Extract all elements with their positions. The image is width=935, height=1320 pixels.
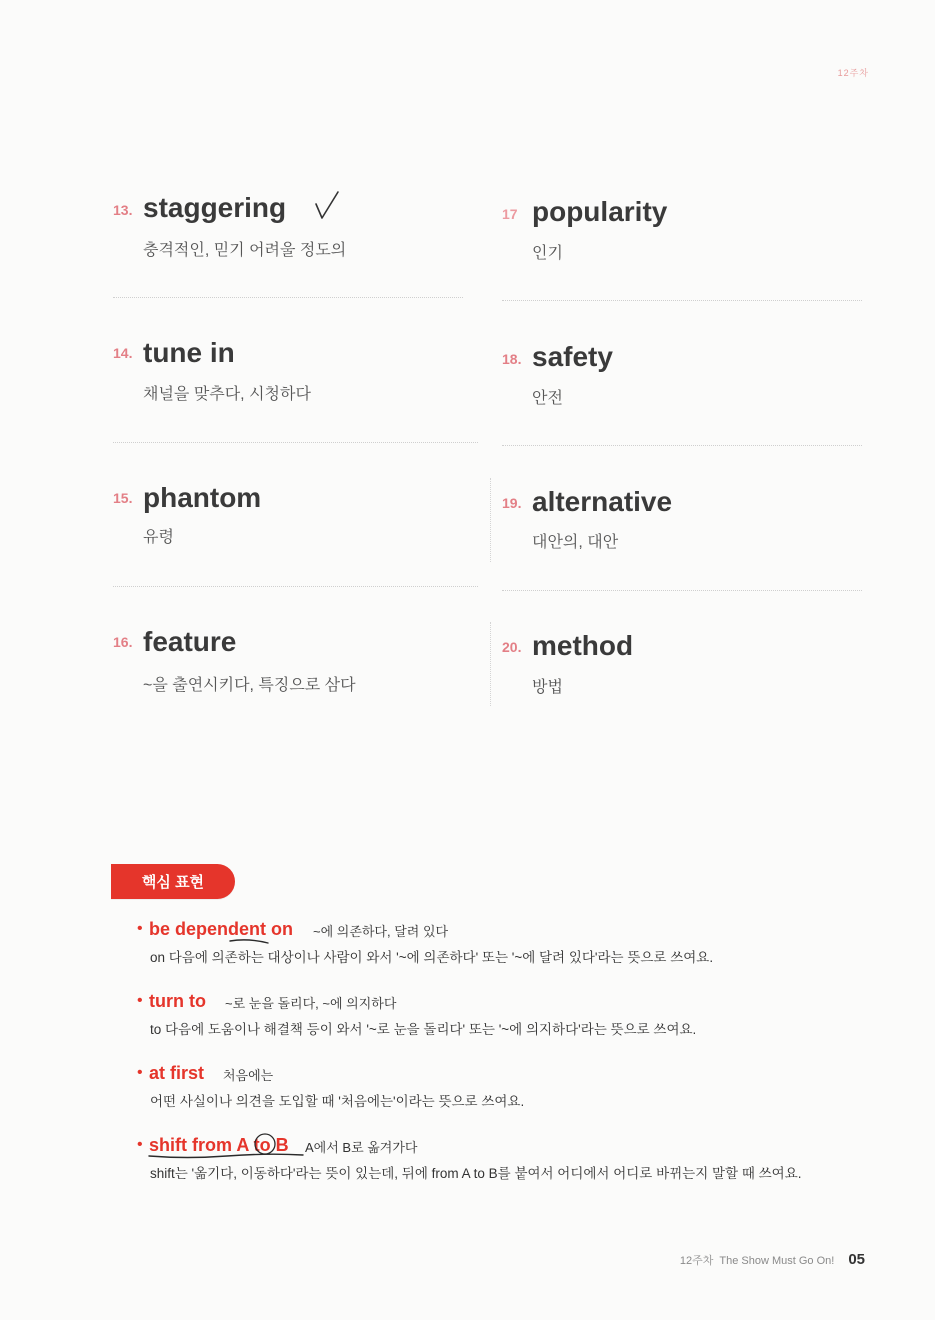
vocab-number: 14. xyxy=(113,345,133,361)
row-divider xyxy=(502,300,862,301)
vocab-meaning: 방법 xyxy=(532,679,563,696)
expression-description: shift는 '옮기다, 이동하다'라는 뜻이 있는데, 뒤에 from A to B를 붙여서 어디에서 어디로 바뀌는지 말할 때 쓰여요. xyxy=(150,1166,802,1181)
footer-week: 12주차 xyxy=(679,1255,714,1267)
vocab-item-15 xyxy=(113,480,463,560)
vocab-item-18 xyxy=(502,339,852,419)
expression-gloss: ~에 의존하다, 달려 있다 xyxy=(313,924,449,939)
vocab-item-14 xyxy=(113,335,463,415)
expression-description: on 다음에 의존하는 대상이나 사람이 와서 '~에 의존하다' 또는 '~에 달려 있다'라는 뜻으로 쓰여요. xyxy=(150,950,714,965)
expression-description: 어떤 사실이나 의견을 도입할 때 '처음에는'이라는 뜻으로 쓰여요. xyxy=(150,1094,525,1109)
expression-phrase: at first xyxy=(149,1063,205,1083)
bullet: • xyxy=(137,1064,143,1081)
vocab-number: 18. xyxy=(502,351,522,367)
vocab-item-17 xyxy=(502,194,852,274)
expression-description: to 다음에 도움이나 해결책 등이 와서 '~로 눈을 돌리다' 또는 '~에 의지하다'라는 뜻으로 쓰여요. xyxy=(150,1022,697,1037)
vocab-meaning: 인기 xyxy=(532,245,563,262)
row-divider xyxy=(502,445,862,446)
vocab-item-20 xyxy=(502,628,852,708)
vocab-number: 17 xyxy=(502,206,518,222)
key-expressions-badge: 핵심 표현 xyxy=(111,864,235,899)
handwritten-underline-icon xyxy=(147,1150,307,1162)
handwritten-underline-icon xyxy=(228,936,270,946)
expression-item xyxy=(137,1062,837,1118)
expression-gloss: 처음에는 xyxy=(223,1068,274,1083)
page-corner-mark: 12주차 xyxy=(837,68,869,78)
bullet: • xyxy=(137,920,143,937)
column-divider xyxy=(490,478,491,562)
handwritten-checkmark-icon xyxy=(314,190,340,222)
row-divider xyxy=(113,586,478,587)
vocab-meaning: 유령 xyxy=(143,529,174,546)
vocab-meaning: ~을 출연시키다, 특징으로 삼다 xyxy=(143,677,356,694)
vocab-word: method xyxy=(532,630,634,661)
vocab-word: alternative xyxy=(532,486,673,517)
column-divider xyxy=(490,622,491,706)
vocab-item-16 xyxy=(113,624,463,704)
footer-title: The Show Must Go On! xyxy=(719,1255,835,1267)
expression-gloss: A에서 B로 옮겨가다 xyxy=(305,1140,418,1155)
vocab-number: 13. xyxy=(113,202,133,218)
expression-phrase: shift from A to B xyxy=(149,1135,289,1155)
vocab-word: staggering xyxy=(143,192,287,223)
expression-item xyxy=(137,990,837,1046)
vocab-item-19 xyxy=(502,484,852,564)
row-divider xyxy=(113,297,463,298)
vocab-meaning: 채널을 맞추다, 시청하다 xyxy=(143,386,311,403)
handwritten-circle-icon xyxy=(252,1131,278,1157)
vocab-number: 20. xyxy=(502,639,522,655)
vocab-meaning: 안전 xyxy=(532,390,563,407)
expression-phrase: be dependent on xyxy=(149,919,293,939)
expression-phrase: turn to xyxy=(149,991,206,1011)
row-divider xyxy=(113,442,478,443)
bullet: • xyxy=(137,992,143,1009)
vocab-meaning: 대안의, 대안 xyxy=(532,534,619,551)
vocab-word: safety xyxy=(532,341,613,372)
vocab-word: feature xyxy=(143,626,237,657)
vocab-item-13 xyxy=(113,190,463,270)
expression-item xyxy=(137,1134,837,1190)
vocab-meaning: 충격적인, 믿기 어려울 정도의 xyxy=(143,242,347,259)
row-divider xyxy=(502,590,862,591)
vocab-word: phantom xyxy=(143,482,262,513)
expression-gloss: ~로 눈을 돌리다, ~에 의지하다 xyxy=(225,996,397,1011)
vocab-word: tune in xyxy=(143,337,235,368)
vocab-number: 19. xyxy=(502,495,522,511)
vocab-word: popularity xyxy=(532,196,668,227)
page-footer xyxy=(680,1251,865,1268)
expression-item xyxy=(137,918,837,974)
vocab-number: 16. xyxy=(113,634,133,650)
page-number: 05 xyxy=(848,1251,865,1268)
vocab-number: 15. xyxy=(113,490,133,506)
bullet: • xyxy=(137,1136,143,1153)
